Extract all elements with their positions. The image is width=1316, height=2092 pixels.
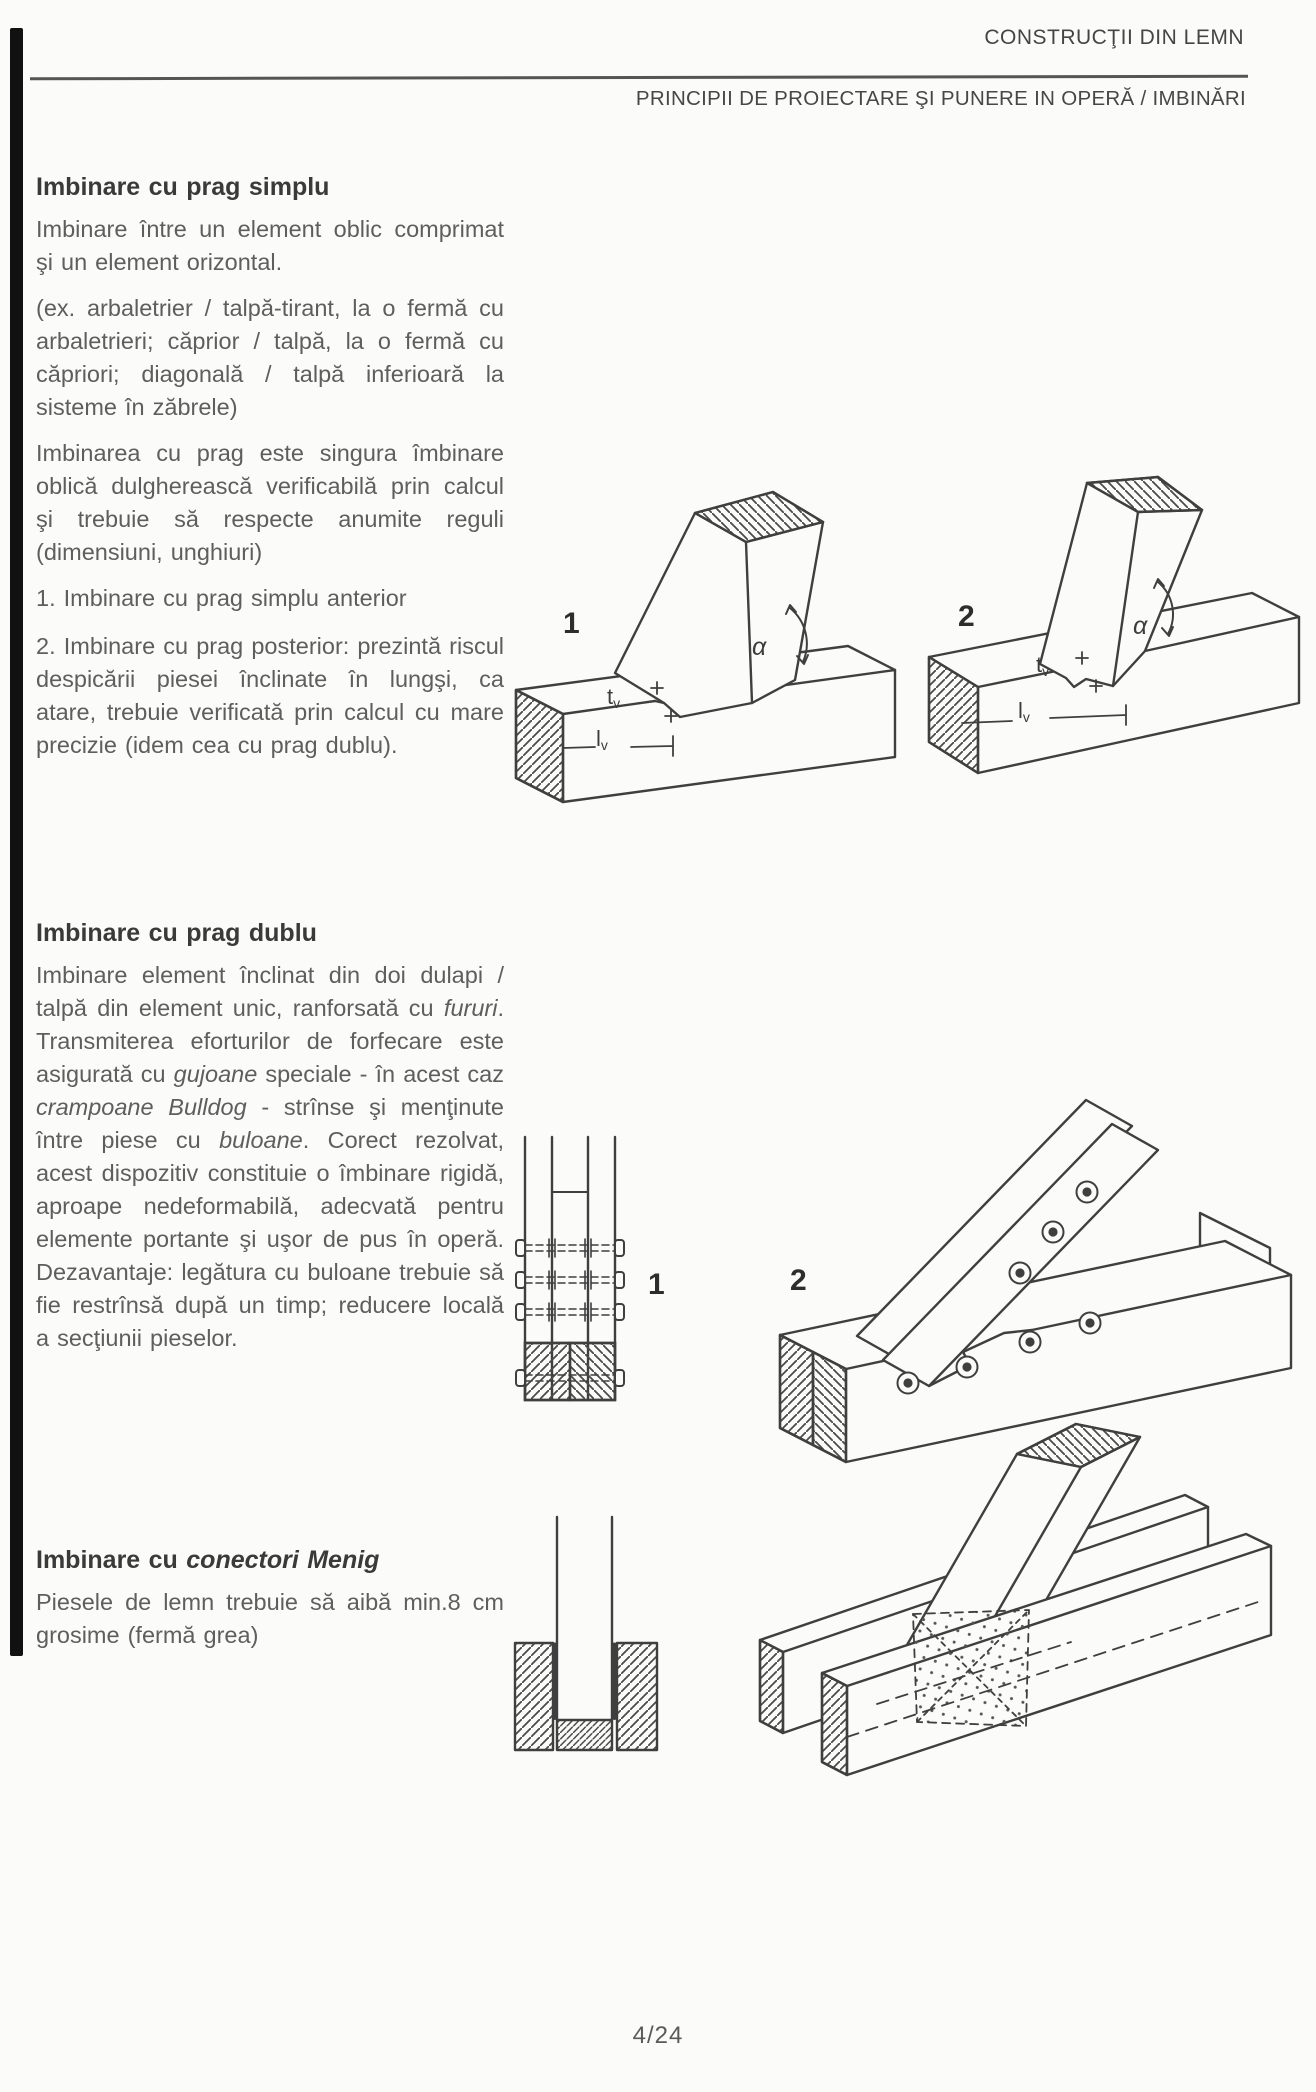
length-dimension-label (596, 726, 608, 753)
text-run: speciale - în acest caz (257, 1061, 504, 1087)
vertical-member (557, 1517, 612, 1720)
seat-block (557, 1720, 612, 1750)
bolt-rows (516, 1239, 624, 1321)
dim-base: l (596, 726, 601, 751)
section-prag-dublu (36, 918, 504, 1355)
text-run: Imbinare element înclinat din doi dulapi / talpă din element unic, ranforsată cu (36, 962, 504, 1021)
dim-base: t (607, 684, 614, 709)
dim-base: l (1018, 698, 1023, 723)
dim-base: t (1036, 652, 1043, 677)
figure-number: 1 (648, 1268, 665, 1301)
page-number: 4/24 (632, 2022, 684, 2049)
list-item: 2. Imbinare cu prag posterior: prezintă riscul despicării piesei înclinate în lungşi, ca atare, trebuie verificată prin calcul cu mare precizie (idem cea cu prag dublu). (36, 633, 504, 758)
document-subtitle: PRINCIPII DE PROIECTARE ŞI PUNERE IN OPERĂ / IMBINĂRI (635, 87, 1246, 110)
paragraph: (ex. arbaletrier / talpă-tirant, la o fermă cu arbaletrieri; căprior / talpă, la o fermă cu căpriori; diagonală / talpă inferioară la sisteme în zăbrele) (36, 295, 504, 420)
heading-emphasis: conectori Menig (186, 1546, 380, 1574)
text-run: - strînse şi menţinute între piese cu (36, 1094, 504, 1153)
angle-label: α (752, 633, 767, 661)
angle-label: α (1133, 612, 1148, 640)
text-run: . Corect rezolvat, acest dispozitiv constituie o îmbinare rigidă, aproape nedeformabilă, adecvată pentru elemente portante şi uşor de pus în operă. Dezavantaje: legătura cu buloane trebuie să fie restrînsă după un timp; reducere locală a secţiunii pieselor. (36, 1127, 504, 1351)
figure-menig-isometric (741, 1392, 1316, 1797)
section-menig (36, 1545, 504, 1652)
paragraph (36, 959, 504, 1355)
heading-prefix: Imbinare cu (36, 1546, 187, 1574)
dim-sub: v (613, 695, 621, 711)
text-run-italic: buloane (219, 1127, 303, 1153)
scan-gutter-bar (10, 28, 23, 1656)
section-heading: Imbinare cu prag simplu (36, 173, 330, 201)
right-cheek (617, 1643, 657, 1750)
paragraph: Imbinare între un element oblic comprimat şi un element orizontal. (36, 216, 504, 275)
section-heading (36, 1545, 504, 1575)
depth-dimension-label (607, 684, 620, 711)
figure-number: 1 (563, 607, 580, 640)
dim-sub: v (1022, 709, 1030, 725)
header-rule (30, 75, 1248, 81)
paragraph: Imbinarea cu prag este singura îmbinare oblică dulgherească verificabilă prin calcul şi trebuie să respecte anumite reguli (dimensiuni, unghiuri) (36, 440, 504, 565)
list-item: 1. Imbinare cu prag simplu anterior (36, 585, 407, 611)
dim-sub: v (1042, 663, 1050, 679)
dim-sub: v (600, 737, 608, 753)
text-run-italic: fururi (443, 995, 498, 1021)
document-title: CONSTRUCŢII DIN LEMN (984, 26, 1244, 49)
section-heading: Imbinare cu prag dublu (36, 919, 317, 947)
figure-prag-dublu-front-view (495, 1120, 655, 1410)
text-run-italic: crampoane Bulldog (36, 1094, 247, 1120)
figure-number: 2 (790, 1264, 807, 1297)
figure-number: 2 (958, 600, 975, 633)
left-cheek (515, 1643, 553, 1750)
bottom-chord-section (516, 1343, 624, 1400)
length-dimension-label (1018, 698, 1030, 725)
paragraph: Piesele de lemn trebuie să aibă min.8 cm grosime (fermă grea) (36, 1589, 504, 1648)
text-run: . Transmiterea eforturilor de forfecare este asigurată cu (36, 995, 504, 1087)
depth-dimension-label (1036, 652, 1049, 679)
section-prag-simplu (36, 172, 504, 762)
text-run-italic: gujoane (173, 1061, 258, 1087)
figure-menig-section (495, 1512, 705, 1762)
